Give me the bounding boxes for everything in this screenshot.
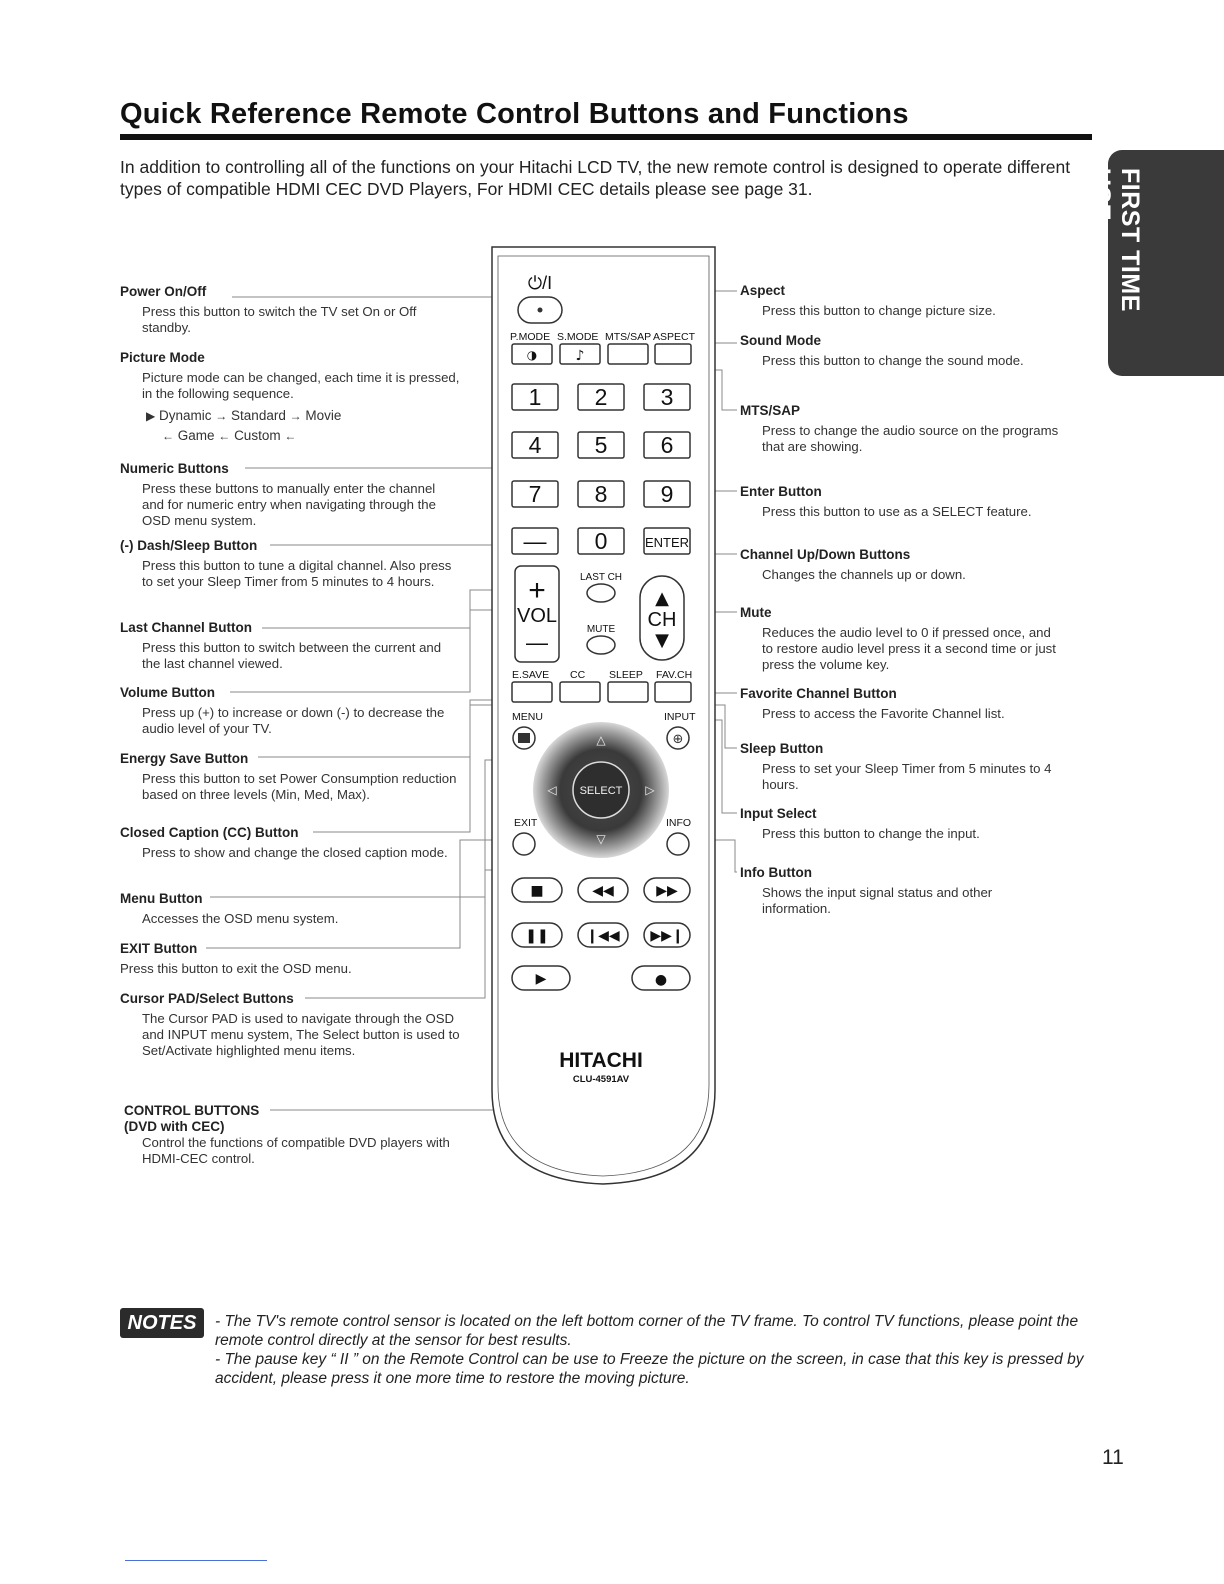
favch-button[interactable] (655, 682, 691, 702)
seq-game: Game (177, 428, 215, 443)
callout-picture-mode-desc: Picture mode can be changed, each time it is pressed, in the following sequence. (142, 370, 460, 401)
callout-numeric-title: Numeric Buttons (120, 461, 229, 476)
callout-enter-title: Enter Button (740, 484, 822, 499)
digit-7-label: 7 (528, 481, 542, 507)
callout-picture-mode (120, 350, 460, 446)
aspect-label: ASPECT (653, 331, 696, 343)
callout-enter (740, 484, 1060, 520)
callout-input-desc: Press this button to change the input. (762, 826, 980, 841)
select-label: SELECT (579, 785, 623, 797)
callout-mute (740, 605, 1060, 673)
callout-closed-caption (120, 825, 460, 861)
cursor-down-icon[interactable]: ▽ (596, 832, 606, 846)
digit-4-label: 4 (528, 432, 542, 458)
digit-0-label: 0 (594, 528, 608, 554)
callout-favorite-title: Favorite Channel Button (740, 686, 897, 701)
menu-icon (518, 733, 530, 743)
page-number: 11 (1102, 1446, 1124, 1469)
input-icon: ⊕ (672, 732, 684, 747)
callout-dash-sleep-desc: Press this button to tune a digital channel. Also press to set your Sleep Timer from 5 minutes to 4 hours. (142, 558, 452, 589)
pmode-label: P.MODE (510, 331, 551, 343)
stop-icon: ■ (530, 883, 544, 899)
callout-input-title: Input Select (740, 806, 817, 821)
seq-standard: Standard (231, 408, 286, 423)
mtssap-button[interactable] (608, 344, 648, 364)
seq-custom: Custom (234, 428, 281, 443)
callout-power-desc: Press this button to switch the TV set On or Off standby. (142, 304, 417, 335)
lastch-label: LAST CH (579, 572, 623, 583)
callout-control-subtitle: (DVD with CEC) (124, 1119, 225, 1134)
model-number: CLU-4591AV (572, 1074, 630, 1085)
callout-power-title: Power On/Off (120, 284, 207, 299)
esave-label: E.SAVE (512, 669, 550, 681)
callout-energy-save-title: Energy Save Button (120, 751, 249, 766)
digit-3-label: 3 (660, 384, 674, 410)
lastch-button[interactable] (587, 584, 615, 602)
smode-icon: ♪ (575, 348, 585, 364)
side-tab-label: FIRST TIME USE (1087, 168, 1144, 312)
play-icon: ▶ (535, 971, 547, 987)
rewind-icon: ◀◀ (592, 883, 614, 899)
callout-sound-mode-desc: Press this button to change the sound mode. (762, 353, 1024, 368)
intro-paragraph: In addition to controlling all of the functions on your Hitachi LCD TV, the new remote control is designed to operate different types of compatible HDMI CEC DVD Players, For HDMI CEC details please see page 31. (120, 157, 1071, 199)
callout-aspect (740, 283, 1060, 319)
callout-power (120, 284, 460, 336)
callout-favorite-desc: Press to access the Favorite Channel list. (762, 706, 1005, 721)
seq-movie: Movie (305, 408, 342, 423)
digit-2-label: 2 (594, 384, 608, 410)
channel-label: CH (647, 609, 677, 631)
info-label: INFO (666, 817, 692, 829)
callout-sound-mode-title: Sound Mode (740, 333, 821, 348)
channel-up-icon: ▲ (655, 588, 669, 609)
callout-dash-sleep (120, 538, 460, 590)
callout-favorite (740, 686, 1060, 722)
exit-button[interactable] (513, 833, 535, 855)
callout-volume-title: Volume Button (120, 685, 215, 700)
next-icon: ▶▶❙ (650, 928, 684, 944)
exit-label: EXIT (514, 817, 538, 829)
callout-input (740, 806, 1060, 842)
callout-numeric-desc: Press these buttons to manually enter the channel and for numeric entry when navigating through the OSD menu system. (142, 481, 436, 528)
brand-logo: HITACHI (559, 1049, 643, 1072)
cc-button[interactable] (560, 682, 600, 702)
callout-aspect-title: Aspect (740, 283, 786, 298)
digit-9-label: 9 (660, 481, 674, 507)
digit-8-label: 8 (594, 481, 608, 507)
mute-label: MUTE (586, 624, 616, 635)
callout-exit-title: EXIT Button (120, 941, 198, 956)
callout-last-channel (120, 620, 460, 672)
digit-6-label: 6 (660, 432, 674, 458)
previous-icon: ❙◀◀ (586, 928, 620, 944)
notes-badge: NOTES (120, 1308, 204, 1338)
cursor-right-icon[interactable]: ▷ (645, 783, 655, 797)
volume-minus-label: — (526, 630, 548, 655)
callout-menu (120, 891, 460, 927)
channel-down-icon: ▼ (655, 630, 669, 651)
callout-mute-title: Mute (740, 605, 772, 620)
callout-enter-desc: Press this button to use as a SELECT feature. (762, 504, 1032, 519)
dash-label: — (523, 528, 547, 554)
fast-forward-icon: ▶▶ (656, 883, 678, 899)
callout-closed-caption-desc: Press to show and change the closed caption mode. (142, 845, 448, 860)
callout-aspect-desc: Press this button to change picture size. (762, 303, 996, 318)
sleep-button[interactable] (608, 682, 648, 702)
notes-section (215, 1312, 1095, 1388)
callout-channel-desc: Changes the channels up or down. (762, 567, 966, 582)
callout-control-buttons (124, 1103, 464, 1167)
callout-numeric (120, 461, 460, 529)
callout-sleep-desc: Press to set your Sleep Timer from 5 minutes to 4 hours. (762, 761, 1052, 792)
footer-rule (125, 1560, 267, 1561)
seq-dynamic: Dynamic (159, 408, 212, 423)
cc-label: CC (570, 669, 586, 681)
note-item: - The pause key “ II ” on the Remote Control can be use to Freeze the picture on the screen, in case that this key is pressed by accident, please press it one more time to restore the moving picture. (215, 1351, 1084, 1387)
callout-sleep (740, 741, 1060, 793)
note-item: - The TV's remote control sensor is located on the left bottom corner of the TV frame. To control TV functions, please point the remote control directly at the sensor for best results. (215, 1313, 1079, 1349)
power-label: ⏻/I (527, 273, 553, 293)
pmode-icon: ◑ (526, 348, 538, 362)
callout-control-desc: Control the functions of compatible DVD players with HDMI-CEC control. (142, 1135, 450, 1166)
aspect-button[interactable] (655, 344, 691, 364)
callout-info-title: Info Button (740, 865, 812, 880)
mtssap-label: MTS/SAP (605, 331, 652, 343)
callout-last-channel-title: Last Channel Button (120, 620, 252, 635)
record-icon: ● (654, 972, 668, 988)
volume-label: VOL (516, 605, 558, 627)
input-label: INPUT (664, 711, 696, 723)
sleep-label: SLEEP (609, 669, 643, 681)
callout-last-channel-desc: Press this button to switch between the current and the last channel viewed. (142, 640, 442, 671)
callout-exit-desc: Press this button to exit the OSD menu. (120, 961, 352, 976)
digit-5-label: 5 (594, 432, 608, 458)
page-title: Quick Reference Remote Control Buttons and Functions (120, 98, 909, 130)
callout-cursor (120, 991, 460, 1059)
info-button[interactable] (667, 833, 689, 855)
callout-mute-desc: Reduces the audio level to 0 if pressed once, and to restore audio level press it a second time or just press the volume key. (762, 625, 1056, 672)
esave-button[interactable] (512, 682, 552, 702)
callout-mts-sap-desc: Press to change the audio source on the programs that are showing. (762, 423, 1059, 454)
callout-info (740, 865, 1060, 917)
cursor-up-icon[interactable]: △ (596, 733, 606, 747)
digit-1-label: 1 (528, 384, 542, 410)
callout-energy-save-desc: Press this button to set Power Consumption reduction based on three levels (Min, Med, Max). (142, 771, 457, 802)
callout-info-desc: Shows the input signal status and other information. (762, 885, 993, 916)
callout-sound-mode (740, 333, 1060, 369)
callout-menu-title: Menu Button (120, 891, 203, 906)
menu-label: MENU (512, 711, 543, 723)
callout-channel-title: Channel Up/Down Buttons (740, 547, 911, 562)
power-dot (538, 308, 543, 313)
callout-cursor-title: Cursor PAD/Select Buttons (120, 991, 294, 1006)
pause-icon: ❚❚ (525, 928, 549, 944)
favch-label: FAV.CH (656, 669, 693, 681)
enter-label: ENTER (644, 535, 690, 550)
callout-energy-save (120, 751, 460, 803)
callout-menu-desc: Accesses the OSD menu system. (142, 911, 339, 926)
volume-plus-label: + (528, 574, 546, 607)
callout-channel (740, 547, 1060, 583)
callout-dash-sleep-title: (-) Dash/Sleep Button (120, 538, 258, 553)
smode-label: S.MODE (557, 331, 599, 343)
callout-control-title: CONTROL BUTTONS (124, 1103, 260, 1118)
callout-cursor-desc: The Cursor PAD is used to navigate through the OSD and INPUT menu system, The Select button is used to Set/Activate highlighted menu items. (142, 1011, 460, 1058)
callout-mts-sap-title: MTS/SAP (740, 403, 801, 418)
callout-volume-desc: Press up (+) to increase or down (-) to decrease the audio level of your TV. (142, 705, 445, 736)
callout-picture-mode-title: Picture Mode (120, 350, 205, 365)
callout-mts-sap (740, 403, 1060, 455)
callout-exit (120, 941, 460, 977)
mute-button[interactable] (587, 636, 615, 654)
callout-closed-caption-title: Closed Caption (CC) Button (120, 825, 299, 840)
cursor-left-icon[interactable]: ◁ (547, 783, 557, 797)
callout-volume (120, 685, 460, 737)
callout-sleep-title: Sleep Button (740, 741, 824, 756)
picture-mode-sequence: ▶ Dynamic → Standard → Movie ← Game ← Custom ← (146, 408, 342, 443)
